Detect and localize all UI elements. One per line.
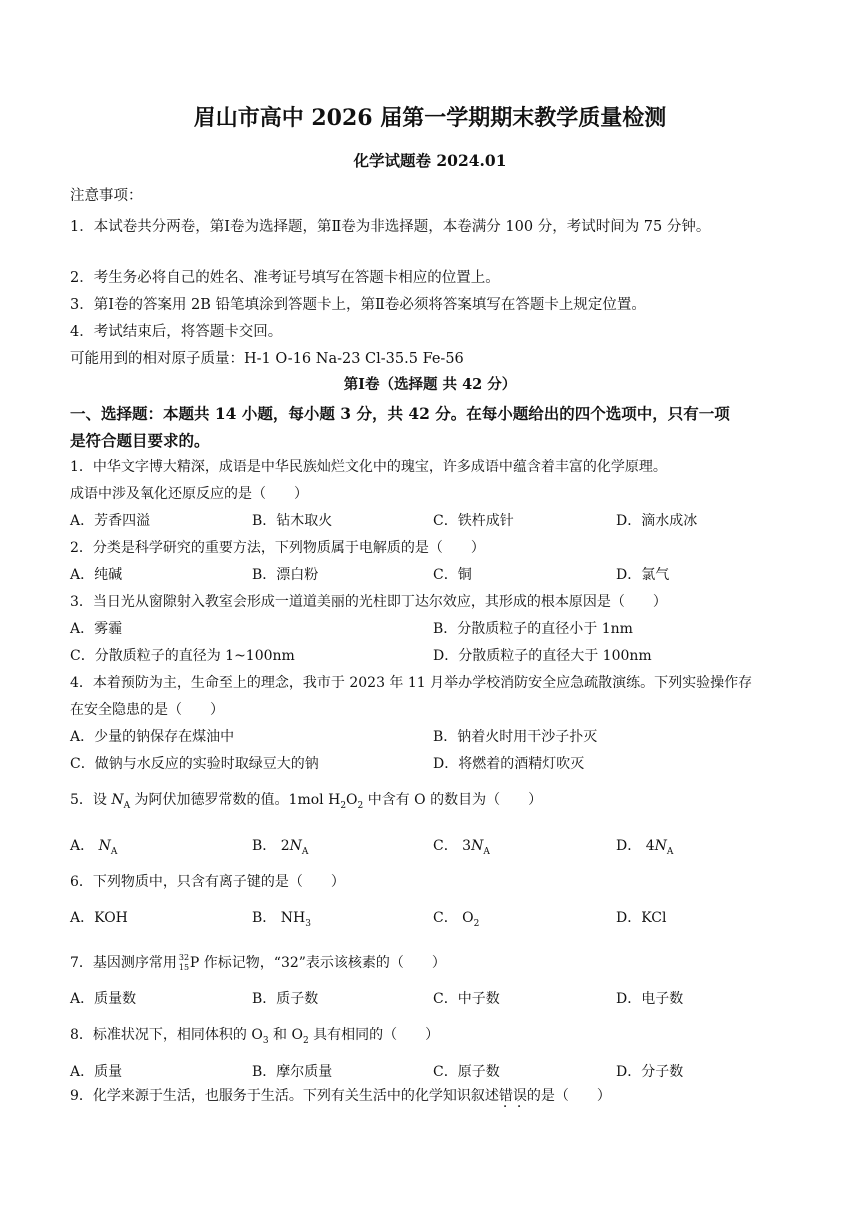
question-5-stem (70, 790, 794, 810)
question-4-stem: 4．本着预防为主，生命至上的理念，我市于 2023 年 11 月举办学校消防安全应急疏散演练。下列实验操作存 (70, 675, 753, 691)
q8-option-c[interactable]: C．原子数 (433, 1064, 500, 1080)
q9-text-b: 的是（ ） (526, 1088, 611, 1104)
q1-option-a[interactable]: A．芳香四溢 (70, 513, 151, 529)
q6-option-d[interactable]: D．KCl (616, 910, 667, 926)
q7-option-d[interactable]: D．电子数 (616, 991, 684, 1007)
question-4-options-row1 (70, 727, 794, 747)
q2-option-d[interactable]: D．氯气 (616, 567, 670, 583)
q5-option-b-sub: A (301, 846, 309, 857)
q6-option-c[interactable] (433, 908, 479, 928)
question-1-options (70, 511, 794, 531)
q1-option-d[interactable]: D．滴水成冰 (616, 513, 698, 529)
q8-text-a: 8．标准状况下，相同体积的 O (70, 1027, 263, 1043)
q5-option-c-symbol: N (471, 838, 484, 854)
q5-option-d-sub: A (666, 846, 674, 857)
q4-option-a[interactable]: A．少量的钠保存在煤油中 (70, 729, 235, 745)
notice-heading: 注意事项： (70, 188, 143, 204)
question-4-options-row2 (70, 754, 794, 774)
q7-option-b[interactable]: B．质子数 (252, 991, 319, 1007)
q6-option-c-letter: C． (433, 910, 458, 926)
q5-option-a-symbol: N (98, 838, 111, 854)
question-3-options-row1 (70, 619, 794, 639)
q3-option-d[interactable]: D．分散质粒子的直径大于 100nm (433, 648, 652, 664)
question-7-stem (70, 953, 794, 973)
q2-option-b[interactable]: B．漂白粉 (252, 567, 319, 583)
section-instruction-line2: 是符合题目要求的。 (70, 431, 210, 450)
q1-option-b[interactable]: B．钻木取火 (252, 513, 333, 529)
q8-option-b[interactable]: B．摩尔质量 (252, 1064, 333, 1080)
q4-option-c[interactable]: C．做钠与水反应的实验时取绿豆大的钠 (70, 756, 319, 772)
question-4-stem-cont: 在安全隐患的是（ ） (70, 702, 224, 718)
ozone-subscript: 3 (262, 1035, 269, 1046)
exam-subtitle: 化学试题卷 2024.01 (353, 151, 507, 170)
oxygen-subscript: 2 (302, 1035, 309, 1046)
part1-heading: 第Ⅰ卷（选择题 共 42 分） (343, 376, 517, 393)
q6-option-a[interactable]: A．KOH (70, 910, 128, 926)
q6-option-b[interactable] (252, 908, 311, 928)
h2o2-subscript-1: 2 (340, 800, 347, 811)
atomic-masses: 可能用到的相对原子质量：H-1 O-16 Na-23 Cl-35.5 Fe-56 (70, 351, 464, 367)
q8-option-a[interactable]: A．质量 (70, 1064, 123, 1080)
q7-option-a[interactable]: A．质量数 (70, 991, 137, 1007)
question-8-options (70, 1062, 794, 1082)
section-instruction-line1: 一、选择题：本题共 14 小题，每小题 3 分，共 42 分。在每小题给出的四个选项中，只有一项 (70, 404, 730, 423)
q5-option-b-letter: B． (252, 838, 277, 854)
q5-option-b[interactable] (252, 836, 308, 856)
q5-option-c-letter: C． (433, 838, 458, 854)
q1-option-c[interactable]: C．铁杵成针 (433, 513, 514, 529)
q6-option-b-sub: 3 (305, 918, 311, 929)
q8-text-c: 具有相同的（ ） (308, 1027, 440, 1043)
q7-text-b: 作标记物，“32”表示该核素的（ ） (199, 955, 446, 971)
question-8-stem (70, 1025, 794, 1045)
notice-item-4: 4．考试结束后，将答题卡交回。 (70, 324, 283, 340)
atomic-number: 15 (178, 963, 190, 972)
question-3-options-row2 (70, 646, 794, 666)
question-5-options (70, 836, 794, 856)
question-7-options (70, 989, 794, 1009)
q5-text-d: 中含有 O 的数目为（ ） (363, 792, 543, 808)
question-3-stem: 3．当日光从窗隙射入教室会形成一道道美丽的光柱即丁达尔效应，其形成的根本原因是（ ） (70, 594, 667, 610)
q6-option-c-formula: O (462, 910, 474, 926)
q5-option-c[interactable] (433, 836, 490, 856)
notice-item-1: 1．本试卷共分两卷，第Ⅰ卷为选择题，第Ⅱ卷为非选择题，本卷满分 100 分，考试时间为 75 分钟。 (70, 219, 711, 235)
q5-option-c-coeff: 3 (462, 838, 472, 854)
q4-option-b[interactable]: B．钠着火时用干沙子扑灭 (433, 729, 598, 745)
question-2-stem: 2．分类是科学研究的重要方法，下列物质属于电解质的是（ ） (70, 540, 485, 556)
emphasis-char-1: 错 (498, 1088, 513, 1104)
q5-option-c-sub: A (483, 846, 490, 857)
q5-option-d-symbol: N (654, 838, 667, 854)
q7-option-c[interactable]: C．中子数 (433, 991, 500, 1007)
q9-text-a: 9．化学来源于生活，也服务于生活。下列有关生活中的化学知识叙述 (70, 1088, 499, 1104)
notice-item-2: 2．考生务必将自己的姓名、准考证号填写在答题卡相应的位置上。 (70, 270, 500, 286)
q6-option-b-letter: B． (252, 910, 277, 926)
q5-text-b: 为阿伏加德罗常数的值。1mol H (130, 792, 341, 808)
question-9-stem (70, 1086, 794, 1106)
q5-option-d-letter: D． (616, 838, 642, 854)
q5-text-a: 5．设 (70, 792, 112, 808)
q5-option-b-coeff: 2 (280, 838, 290, 854)
nuclide-indices (179, 953, 189, 973)
question-2-options (70, 565, 794, 585)
q5-option-d[interactable] (616, 836, 673, 856)
notice-item-3: 3．第Ⅰ卷的答案用 2B 铅笔填涂到答题卡上，第Ⅱ卷必须将答案填写在答题卡上规定位置。 (70, 297, 646, 313)
q5-option-a[interactable] (70, 836, 117, 856)
q5-option-b-symbol: N (289, 838, 302, 854)
q3-option-a[interactable]: A．雾霾 (70, 621, 123, 637)
q6-option-c-sub: 2 (473, 918, 480, 929)
avogadro-symbol: N (111, 792, 124, 808)
question-1-stem-cont: 成语中涉及氧化还原反应的是（ ） (70, 486, 308, 502)
q2-option-c[interactable]: C．铜 (433, 567, 472, 583)
q2-option-a[interactable]: A．纯碱 (70, 567, 123, 583)
q5-option-a-sub: A (110, 846, 118, 857)
h2o2-subscript-2: 2 (357, 800, 364, 811)
emphasis-char-2: 误 (512, 1088, 527, 1104)
q7-text-a: 7．基因测序常用 (70, 955, 177, 971)
question-6-options (70, 908, 794, 928)
question-6-stem: 6．下列物质中，只含有离子键的是（ ） (70, 874, 345, 890)
question-1-stem: 1．中华文字博大精深，成语是中华民族灿烂文化中的瑰宝，许多成语中蕴含着丰富的化学原理。 (70, 459, 667, 475)
q5-option-d-coeff: 4 (645, 838, 655, 854)
q4-option-d[interactable]: D．将燃着的酒精灯吹灭 (433, 756, 585, 772)
element-symbol: P (189, 955, 200, 971)
q6-option-b-formula: NH (280, 910, 306, 926)
q8-option-d[interactable]: D．分子数 (616, 1064, 684, 1080)
q5-text-c: O (346, 792, 358, 808)
q3-option-c[interactable]: C．分散质粒子的直径为 1~100nm (70, 648, 295, 664)
q3-option-b[interactable]: B．分散质粒子的直径小于 1nm (433, 621, 633, 637)
avogadro-subscript: A (123, 800, 131, 811)
q8-text-b: 和 O (268, 1027, 303, 1043)
mass-number: 32 (178, 953, 190, 962)
q5-option-a-letter: A． (70, 838, 95, 854)
exam-title: 眉山市高中 2026 届第一学期期末教学质量检测 (193, 105, 667, 131)
